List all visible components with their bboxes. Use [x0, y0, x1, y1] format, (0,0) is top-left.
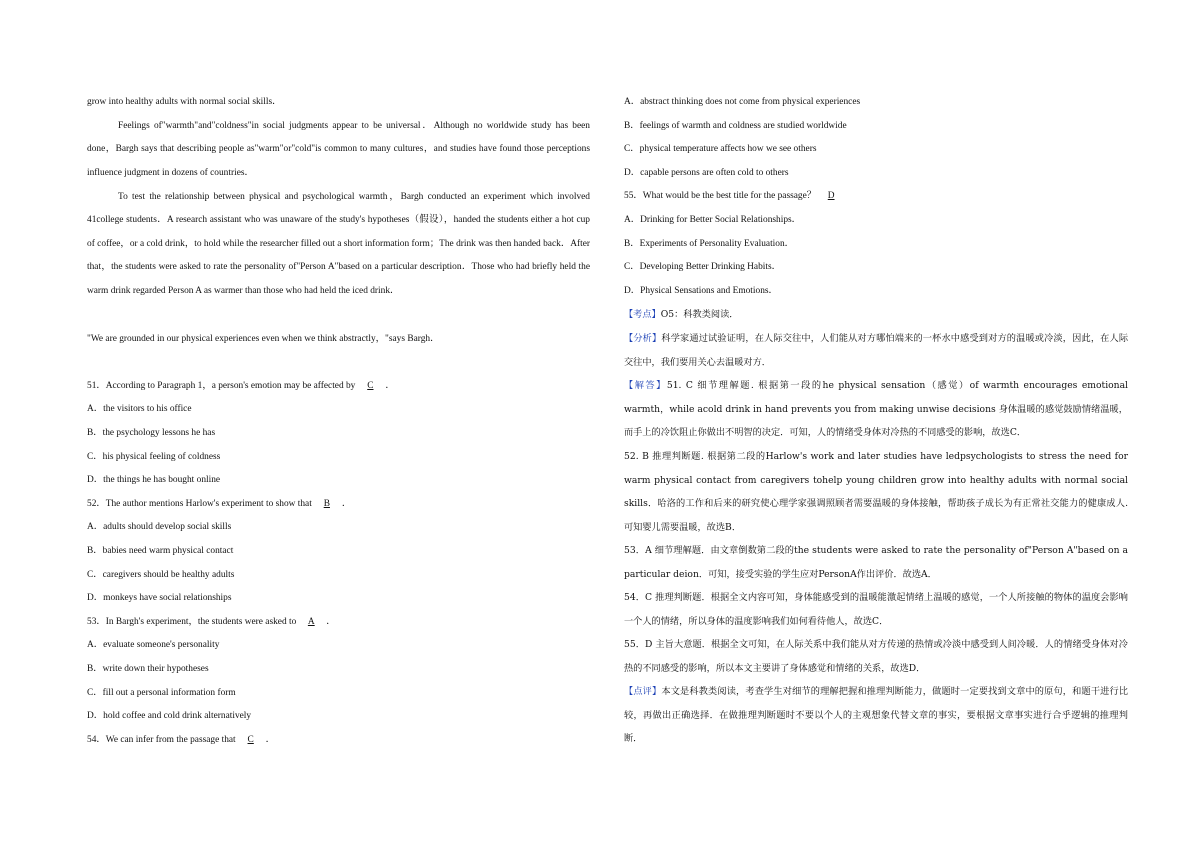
dianping-section: [624, 680, 1128, 751]
question-stem-text: 51．According to Paragraph 1，a person's emotion may be affected by: [87, 380, 356, 391]
option-d: D．monkeys have social relationships: [87, 593, 232, 604]
question-stem-text: 52．The author mentions Harlow's experiment to show that: [87, 498, 312, 509]
option-b: B．feelings of warmth and coldness are studied worldwide: [624, 120, 847, 131]
right-column: [624, 91, 1128, 751]
question-51-stem: [87, 375, 590, 399]
kaodian-tag: 【考点】: [624, 309, 661, 321]
question-52-stem: [87, 493, 590, 517]
passage-paragraph-3: To test the relationship between physical and psychological warmth，Bargh conducted an experiment which involved 41college students．A research assistant who was unaware of the study's hypotheses（假设），handed the students either a hot cup of coffee，or a cold drink，to hold while the researcher filled out a short information form；The drink was then handed back．After that，the students were asked to rate the personality of"Person A"based on a particular description．Those who had briefly held the warm drink regarded Person A as warmer than those who had held the iced drink．: [87, 191, 590, 296]
option-c: C．physical temperature affects how we see others: [624, 144, 817, 155]
option-a: A．the visitors to his office: [87, 404, 192, 415]
answer-blank: C: [247, 734, 254, 745]
stem-end: ．: [385, 380, 395, 391]
spacer: [87, 351, 590, 375]
question-stem-text: 54．We can infer from the passage that: [87, 734, 236, 745]
stem-end: ．: [341, 498, 352, 509]
answer-blank: C: [367, 380, 374, 391]
option-b: B．Experiments of Personality Evaluation．: [624, 238, 795, 249]
option-a: A．adults should develop social skills: [87, 522, 232, 533]
dianping-tag: 【点评】: [624, 685, 662, 697]
answer-54: 54．C 推理判断题．根据全文内容可知，身体能感受到的温暖能激起情绪上温暖的感觉，一个人所接触的物体的温度会影响一个人的情绪，所以身体的温度影响我们如何看待他人，故选C．: [624, 591, 1128, 627]
answer-blank: B: [323, 498, 330, 509]
question-stem-text: 53．In Bargh's experiment，the students were asked to: [87, 616, 297, 627]
option-d: D．hold coffee and cold drink alternatively: [87, 711, 252, 722]
stem-end: ．: [265, 734, 276, 745]
answer-53: 53．A 细节理解题．由文章倒数第二段的the students were asked to rate the personality of"Person A"based on a particular deion．可知，接受实验的学生应对PersonA作出评价．故选A．: [624, 544, 1128, 580]
question-53-stem: [87, 611, 590, 635]
kaodian-text: O5：科教类阅读．: [660, 309, 739, 321]
option-a: A．evaluate someone's personality: [87, 640, 220, 651]
option-a: A．abstract thinking does not come from physical experiences: [624, 97, 861, 107]
passage-quote: "We are grounded in our physical experiences even when we think abstractly，"says Bargh．: [87, 333, 440, 344]
option-d: D．the things he has bought online: [87, 475, 221, 486]
question-stem-text: 55．What would be the best title for the passage？: [624, 191, 817, 202]
option-b: B．babies need warm physical contact: [87, 545, 234, 556]
answer-blank: D: [827, 191, 835, 202]
option-c: C．Developing Better Drinking Habits．: [624, 262, 782, 273]
left-column: [87, 91, 590, 752]
option-d: D．capable persons are often cold to others: [624, 167, 789, 178]
option-c: C．fill out a personal information form: [87, 687, 236, 698]
answer-blank: A: [307, 616, 315, 627]
option-c: C．his physical feeling of coldness: [87, 451, 221, 462]
passage-fragment: grow into healthy adults with normal social skills．: [87, 97, 282, 107]
option-c: C．caregivers should be healthy adults: [87, 569, 235, 580]
kaodian-section: [624, 303, 1128, 327]
stem-end: ．: [326, 616, 336, 627]
answer-51: [624, 374, 1128, 445]
passage-paragraph-2: Feelings of"warmth"and"coldness"in social judgments appear to be universal．Although no worldwide study has been done，Bargh says that describing people as"warm"or"cold"is common to many cultures，and studies have found those perceptions influence judgment in dozens of countries．: [87, 120, 590, 178]
fenxi-text: 科学家通过试验证明，在人际交往中，人们能从对方哪怕端来的一杯水中感受到对方的温暖或冷淡，因此，在人际交往中，我们要用关心去温暖对方．: [624, 332, 1129, 368]
question-55-stem: [624, 185, 1128, 209]
option-b: B．the psychology lessons he has: [87, 427, 216, 438]
jieda-tag: 【解答】: [624, 379, 667, 391]
question-54-stem: [87, 729, 590, 753]
answer-55: 55．D 主旨大意题．根据全文可知，在人际关系中我们能从对方传递的热情或冷淡中感受到人间冷暖．人的情绪受身体对冷热的不同感受的影响，所以本文主要讲了身体感觉和情绪的关系，故选D．: [624, 638, 1128, 674]
option-b: B．write down their hypotheses: [87, 663, 209, 674]
answer-51-text: 51. C 细节理解题. 根据第一段的he physical sensation（感觉）of warmth encourages emotional warmth，while acold drink in hand prevents you from making unwise decisions 身体温暖的感觉鼓励情绪温暖，而手上的冷饮阻止你做出不明智的决定．可知，人的情绪受身体对冷热的不同感受的影响，故选C．: [624, 379, 1129, 439]
option-a: A．Drinking for Better Social Relationships．: [624, 214, 802, 225]
fenxi-tag: 【分析】: [624, 332, 662, 344]
fenxi-section: [624, 327, 1128, 374]
answer-52: 52. B 推理判断题. 根据第二段的Harlow's work and later studies have ledpsychologists to stress the need for warm physical contact from caregivers tohelp young children grow into healthy adults with normal social skills．哈洛的工作和后来的研究使心理学家强调照顾者需要温暖的身体接触，帮助孩子成长为有正常社交能力的健康成人. 可知婴儿需要温暖，故选B．: [624, 450, 1128, 533]
dianping-text: 本文是科教类阅读，考查学生对细节的理解把握和推理判断能力，做题时一定要找到文章中的原句，和题干进行比较，再做出正确选择．在做推理判断题时不要以个人的主观想象代替文章的事实，要根据文章事实进行合乎逻辑的推理判断．: [624, 685, 1129, 745]
option-d: D．Physical Sensations and Emotions．: [624, 285, 778, 296]
